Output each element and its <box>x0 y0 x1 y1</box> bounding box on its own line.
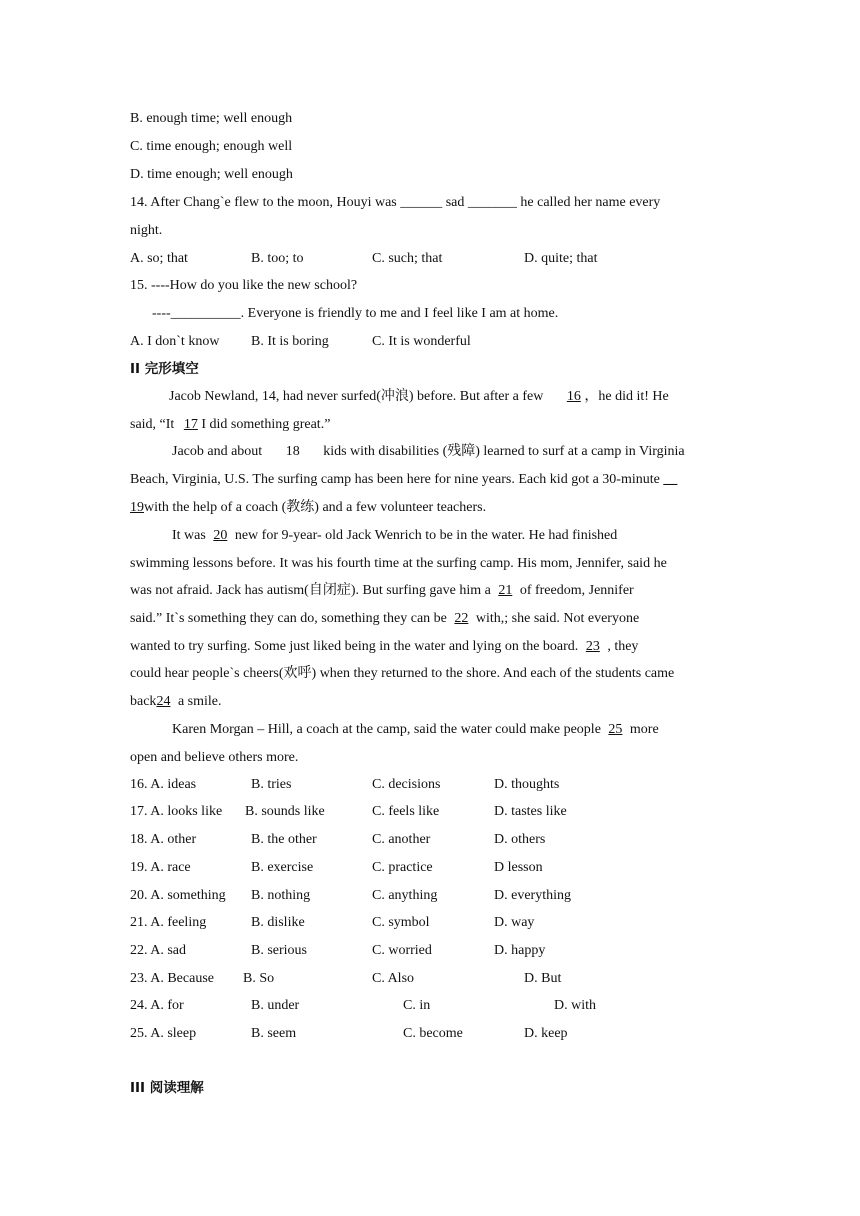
passage-text: with the help of a coach (教练) and a few volunteer teachers. <box>144 500 487 515</box>
passage-line: could hear people`s cheers(欢呼) when they returned to the shore. And each of the students came <box>130 666 675 681</box>
q23-option-a: 23. A. Because <box>130 971 214 986</box>
q18-option-b: B. the other <box>251 832 317 847</box>
passage-line <box>172 527 617 545</box>
question-14-stem: 14. After Chang`e flew to the moon, Houyi was ______ sad _______ he called her name every <box>130 195 661 210</box>
q16-option-d: D. thoughts <box>494 777 560 792</box>
passage-text: said, “It <box>130 417 175 432</box>
option-line: D. time enough; well enough <box>130 167 293 182</box>
q18-option-c: C. another <box>372 832 431 847</box>
question-15-stem-cont: ----__________. Everyone is friendly to me and I feel like I am at home. <box>152 306 559 321</box>
passage-text: said.” It`s something they can do, something they can be <box>130 611 447 626</box>
passage-line <box>130 582 634 600</box>
q25-option-d: D. keep <box>524 1026 568 1041</box>
blank-25: 25 <box>608 722 623 737</box>
passage-text: I did something great.” <box>201 417 331 432</box>
blank-16: 16 <box>566 389 581 404</box>
question-15-stem: 15. ----How do you like the new school? <box>130 278 358 293</box>
passage-text: ，he did it! He <box>584 389 669 404</box>
q20-option-d: D. everything <box>494 888 571 903</box>
passage-line <box>172 443 685 461</box>
q21-option-d: D. way <box>494 915 535 930</box>
blank-22: 22 <box>454 611 469 626</box>
blank-20: 20 <box>213 528 228 543</box>
section-3-heading: III 阅读理解 <box>130 1080 204 1096</box>
q20-option-c: C. anything <box>372 888 438 903</box>
passage-line <box>130 499 486 517</box>
passage-text: a smile. <box>177 694 222 709</box>
passage-line: open and believe others more. <box>130 750 299 765</box>
passage-text: Jacob and about <box>172 444 263 459</box>
blank-24: 24 <box>156 694 171 709</box>
option-line: C. time enough; enough well <box>130 139 293 154</box>
q25-option-b: B. seem <box>251 1026 297 1041</box>
q17-option-d: D. tastes like <box>494 804 567 819</box>
q16-option-c: C. decisions <box>372 777 441 792</box>
q19-option-b: B. exercise <box>251 860 314 875</box>
passage-line: swimming lessons before. It was his fourth time at the surfing camp. His mom, Jennifer, said he <box>130 556 667 571</box>
q16-option-a: 16. A. ideas <box>130 777 197 792</box>
option-line: B. enough time; well enough <box>130 111 293 126</box>
passage-text: Beach, Virginia, U.S. The surfing camp has been here for nine years. Each kid got a 30-minute <box>130 472 660 487</box>
q23-option-c: C. Also <box>372 971 415 986</box>
q14-option-c: C. such; that <box>372 251 443 266</box>
q22-option-d: D. happy <box>494 943 546 958</box>
passage-line <box>130 416 330 434</box>
q24-option-c: C. in <box>403 998 431 1013</box>
q22-option-a: 22. A. sad <box>130 943 186 958</box>
q15-option-b: B. It is boring <box>251 334 329 349</box>
passage-line <box>130 610 639 628</box>
passage-text: with,; she said. Not everyone <box>475 611 640 626</box>
passage-text: back <box>130 694 157 709</box>
q19-option-c: C. practice <box>372 860 433 875</box>
passage-line <box>130 638 638 656</box>
passage-text: of freedom, Jennifer <box>519 583 634 598</box>
passage-line <box>130 471 677 489</box>
q17-option-c: C. feels like <box>372 804 440 819</box>
q15-option-c: C. It is wonderful <box>372 334 471 349</box>
blank-18: 18 <box>285 444 300 459</box>
passage-text: , they <box>607 639 639 654</box>
blank-19-start: __ <box>663 472 678 487</box>
q21-option-b: B. dislike <box>251 915 305 930</box>
q24-option-b: B. under <box>251 998 300 1013</box>
q18-option-a: 18. A. other <box>130 832 197 847</box>
q16-option-b: B. tries <box>251 777 292 792</box>
q23-option-d: D. But <box>524 971 562 986</box>
passage-text: more <box>629 722 659 737</box>
q20-option-b: B. nothing <box>251 888 311 903</box>
blank-23: 23 <box>585 639 600 654</box>
q25-option-c: C. become <box>403 1026 463 1041</box>
q23-option-b: B. So <box>243 971 275 986</box>
passage-text: It was <box>172 528 206 543</box>
q14-option-b: B. too; to <box>251 251 304 266</box>
q17-option-b: B. sounds like <box>245 804 325 819</box>
blank-19: 19 <box>130 500 144 515</box>
q19-option-d: D lesson <box>494 860 543 875</box>
passage-text: Jacob Newland, 14, had never surfed(冲浪) before. But after a few <box>169 389 544 404</box>
passage-text: wanted to try surfing. Some just liked being in the water and lying on the board. <box>130 639 579 654</box>
passage-text: Karen Morgan – Hill, a coach at the camp, said the water could make people <box>172 722 601 737</box>
q15-option-a: A. I don`t know <box>130 334 220 349</box>
q22-option-c: C. worried <box>372 943 432 958</box>
blank-21: 21 <box>498 583 513 598</box>
q14-option-a: A. so; that <box>130 251 188 266</box>
question-14-stem-cont: night. <box>130 223 163 238</box>
q22-option-b: B. serious <box>251 943 307 958</box>
q19-option-a: 19. A. race <box>130 860 191 875</box>
q17-option-a: 17. A. looks like <box>130 804 223 819</box>
q25-option-a: 25. A. sleep <box>130 1026 197 1041</box>
passage-line <box>169 388 669 406</box>
q21-option-c: C. symbol <box>372 915 430 930</box>
q24-option-a: 24. A. for <box>130 998 184 1013</box>
passage-text: was not afraid. Jack has autism(自闭症). But surfing gave him a <box>130 583 491 598</box>
passage-line <box>172 721 659 739</box>
section-2-heading: II 完形填空 <box>130 361 199 377</box>
q21-option-a: 21. A. feeling <box>130 915 207 930</box>
q18-option-d: D. others <box>494 832 546 847</box>
blank-17: 17 <box>183 417 198 432</box>
passage-text: new for 9-year- old Jack Wenrich to be in the water. He had finished <box>234 528 618 543</box>
passage-text: kids with disabilities (残障) learned to surf at a camp in Virginia <box>323 444 685 459</box>
q24-option-d: D. with <box>554 998 596 1013</box>
passage-line <box>130 693 221 711</box>
q20-option-a: 20. A. something <box>130 888 226 903</box>
q14-option-d: D. quite; that <box>524 251 598 266</box>
